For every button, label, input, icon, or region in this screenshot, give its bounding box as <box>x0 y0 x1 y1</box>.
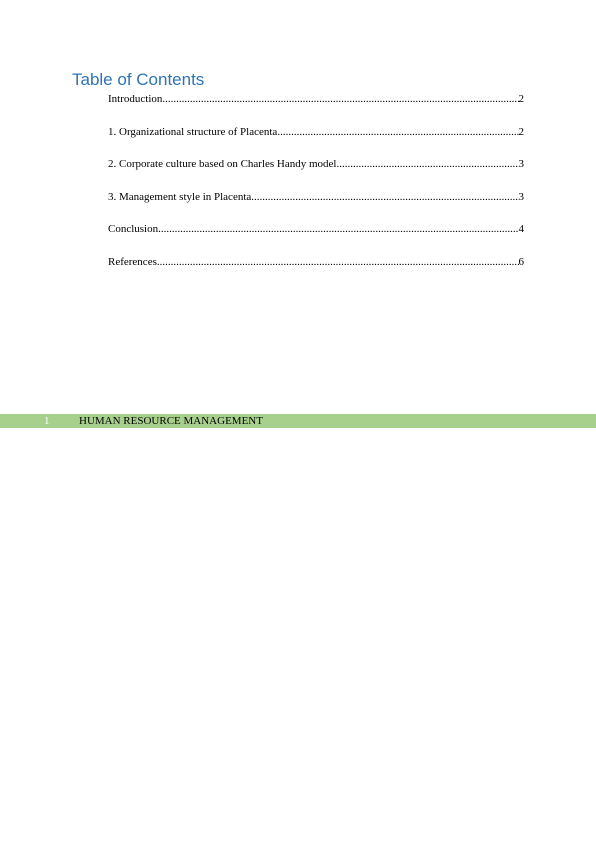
toc-heading: Table of Contents <box>72 70 205 89</box>
toc-entry-page: 2 <box>518 125 524 138</box>
toc-entry-page: 3 <box>518 190 524 203</box>
toc-entry-corporate-culture[interactable] <box>108 156 524 189</box>
toc-entry-organizational-structure[interactable] <box>108 124 524 157</box>
toc-dot-leader <box>158 221 518 237</box>
toc-list <box>108 91 524 287</box>
toc-entry-page: 2 <box>518 93 524 105</box>
toc-dot-leader <box>162 91 518 107</box>
page-footer <box>0 414 596 428</box>
toc-entry-management-style[interactable] <box>108 189 524 222</box>
toc-entry-title: Conclusion <box>108 223 159 236</box>
footer-title: HUMAN RESOURCE MANAGEMENT <box>79 415 263 427</box>
toc-entry-page: 3 <box>518 158 524 171</box>
toc-entry-conclusion[interactable] <box>108 221 524 254</box>
toc-dot-leader <box>337 156 519 172</box>
toc-dot-leader <box>157 254 519 270</box>
toc-entry-title: 1. Organizational structure of Placenta <box>108 125 278 138</box>
toc-entry-title: 3. Management style in Placenta <box>108 190 252 203</box>
toc-entry-references[interactable] <box>108 254 524 287</box>
toc-entry-page: 4 <box>518 223 524 236</box>
toc-entry-introduction[interactable] <box>108 91 524 124</box>
toc-entry-page: 6 <box>518 255 524 268</box>
toc-entry-title: References <box>108 255 157 268</box>
toc-dot-leader <box>251 189 518 205</box>
toc-entry-title: Introduction <box>108 93 163 105</box>
toc-dot-leader <box>277 124 518 140</box>
toc-entry-title: 2. Corporate culture based on Charles Handy model <box>108 158 337 171</box>
footer-page-number: 1 <box>44 415 50 427</box>
